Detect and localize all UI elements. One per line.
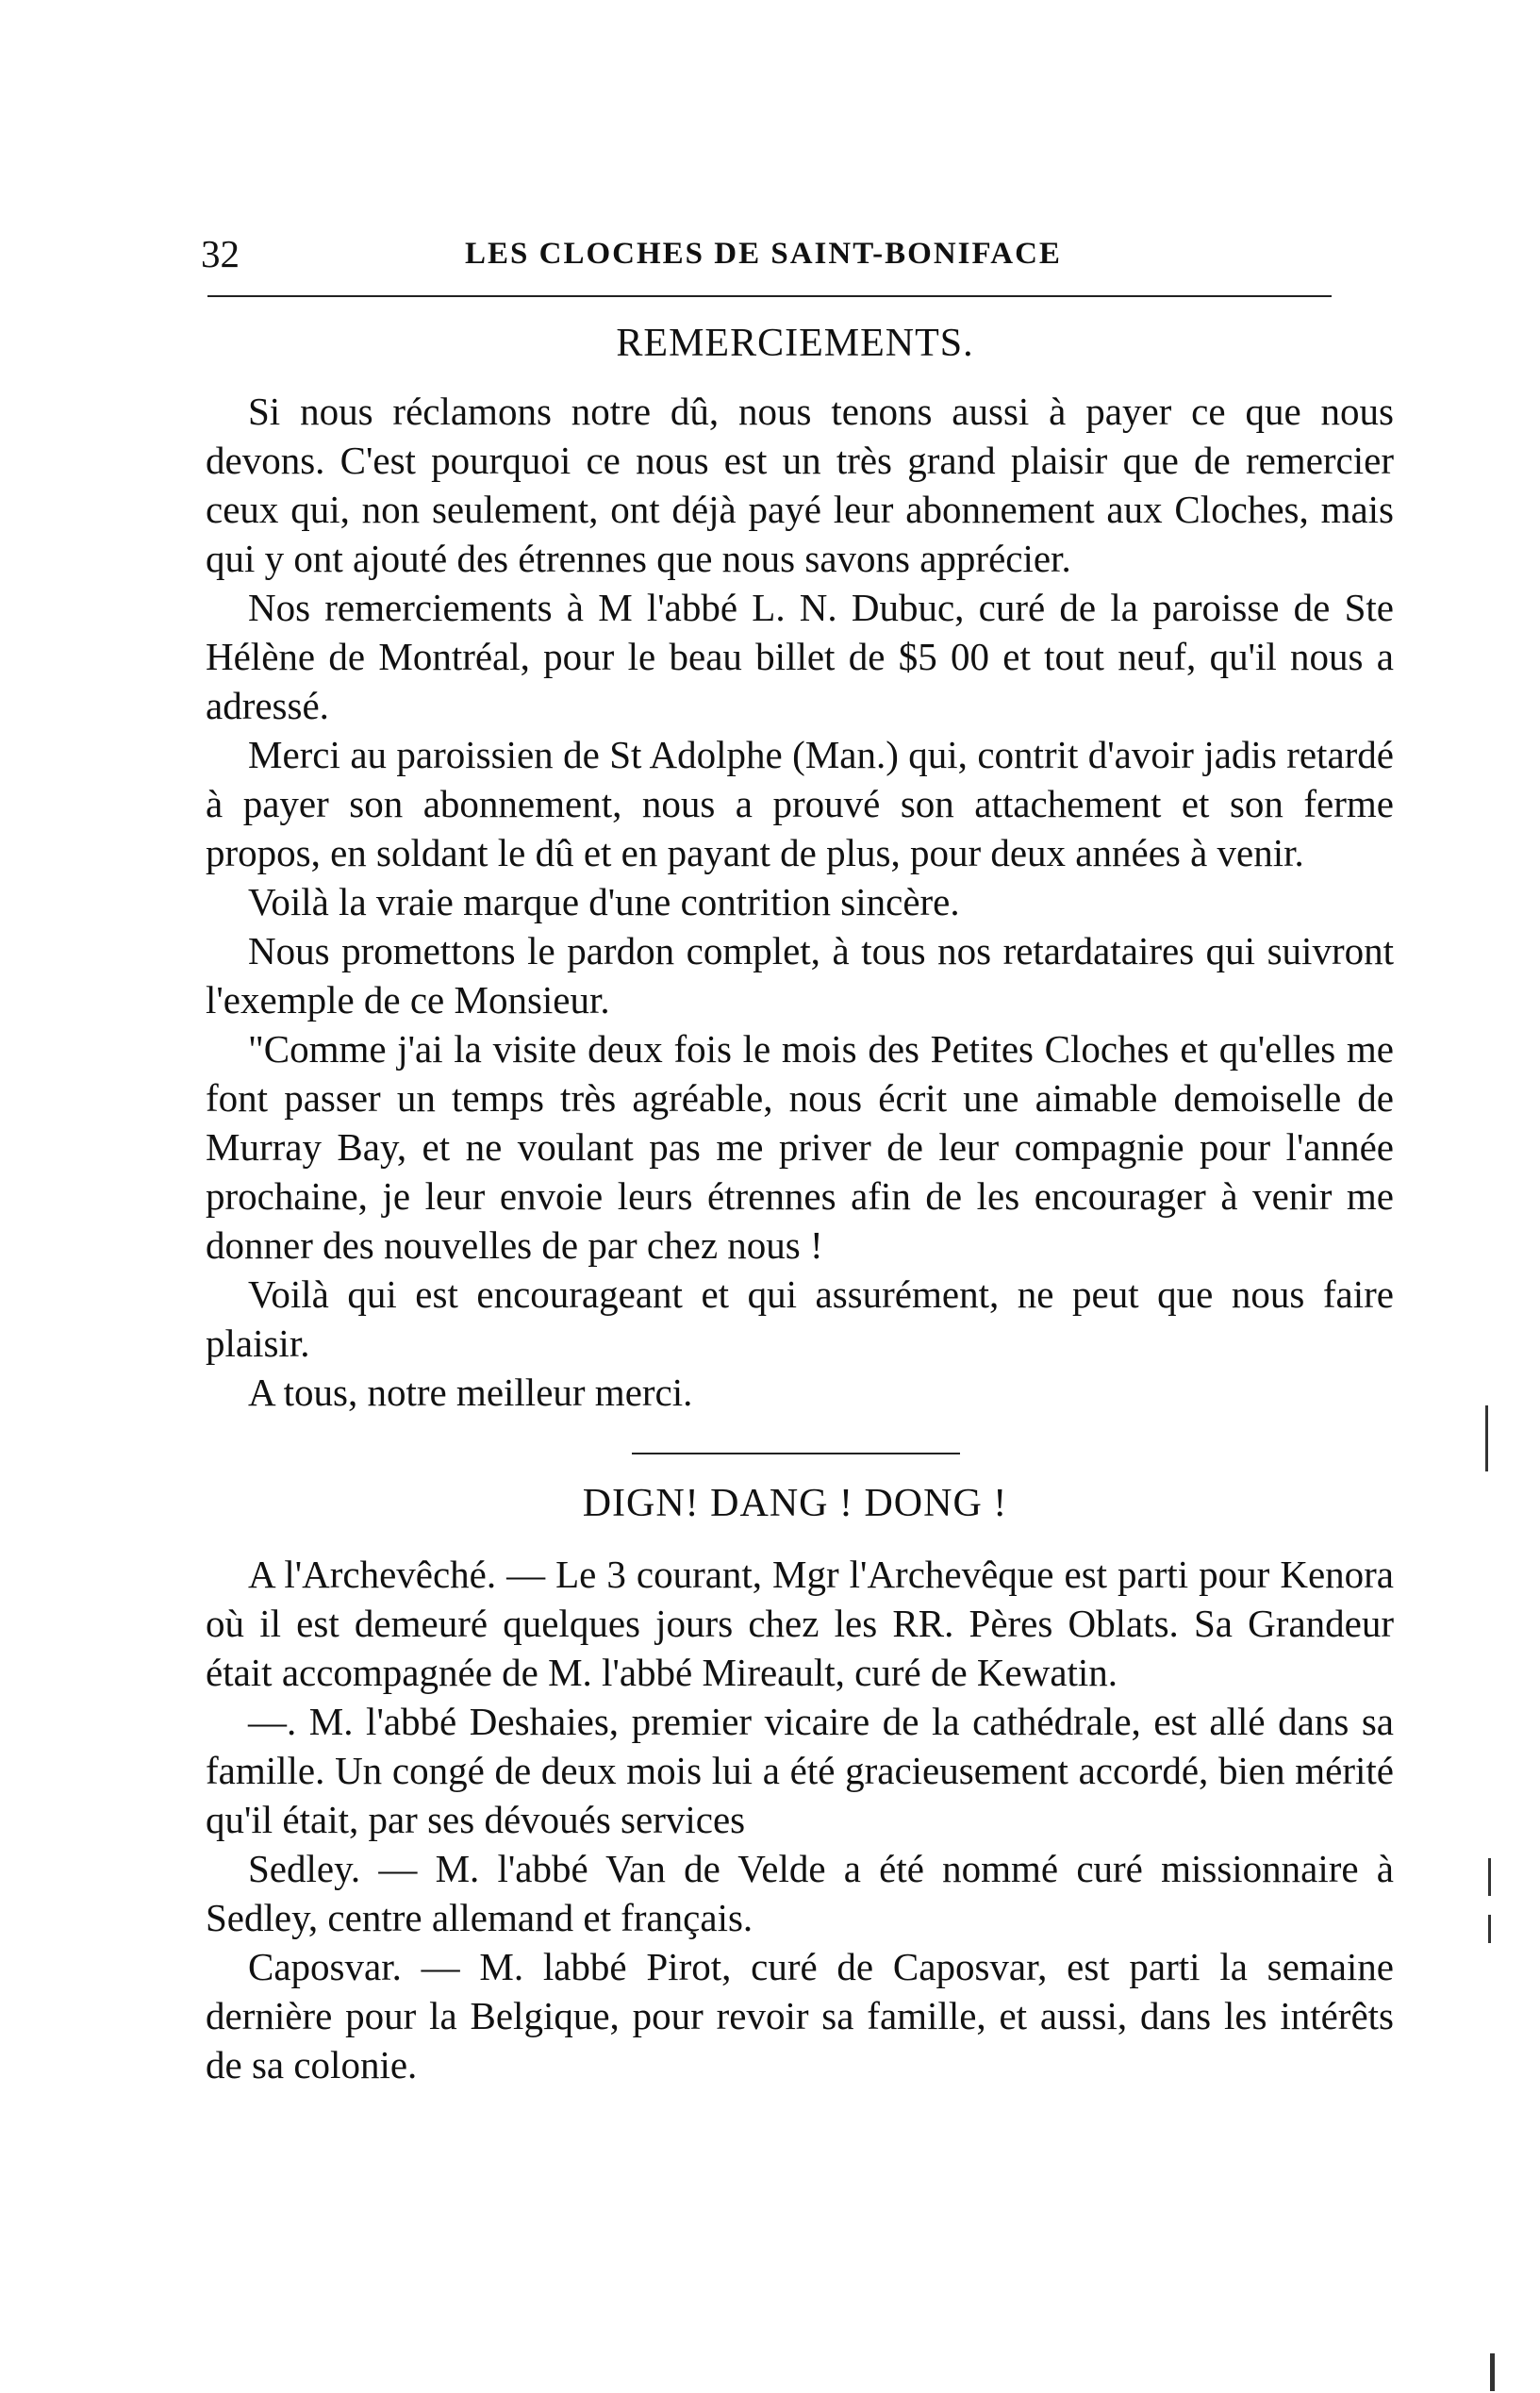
- paragraph: Merci au paroissien de St Adolphe (Man.) qui, contrit d'avoir jadis retardé à payer son abonnement, nous a prouvé son attachement et son ferme propos, en soldant le dû et en payant de plus, pour deux années à venir.: [206, 733, 1394, 874]
- section-body-dign-dang-dong: [206, 1550, 1394, 2089]
- paragraph: Voilà la vraie marque d'une contrition sincère.: [248, 880, 960, 923]
- paragraph: Si nous réclamons notre dû, nous tenons aussi à payer ce que nous devons. C'est pourquoi ce nous est un très grand plaisir que de remercier ceux qui, non seulement, ont déjà payé leur abonnement aux Cloches, mais qui y ont ajouté des étrennes que nous savons apprécier.: [206, 390, 1394, 580]
- paragraph: Nous promettons le pardon complet, à tous nos retardataires qui suivront l'exemple de ce Monsieur.: [206, 929, 1394, 1022]
- section-title-remerciements: REMERCIEMENTS.: [616, 322, 974, 365]
- paragraph: A l'Archevêché. — Le 3 courant, Mgr l'Archevêque est parti pour Kenora où il est demeuré quelques jours chez les RR. Pères Oblats. Sa Grandeur était accompagnée de M. l'abbé Mireault, curé de Kewatin.: [206, 1553, 1394, 1694]
- page-number: 32: [201, 232, 240, 275]
- paragraph: —. M. l'abbé Deshaies, premier vicaire de la cathédrale, est allé dans sa famille. Un congé de deux mois lui a été gracieusement accordé, bien mérité qu'il était, par ses dévoués services: [206, 1700, 1394, 1841]
- paragraph: A tous, notre meilleur merci.: [248, 1371, 693, 1414]
- running-title: LES CLOCHES DE SAINT-BONIFACE: [465, 237, 1062, 271]
- paragraph: Sedley. — M. l'abbé Van de Velde a été nommé curé missionnaire à Sedley, centre allemand et français.: [206, 1847, 1394, 1939]
- paragraph: Caposvar. — M. labbé Pirot, curé de Caposvar, est parti la semaine dernière pour la Belgique, pour revoir sa famille, et aussi, dans les intérêts de sa colonie.: [206, 1945, 1394, 2086]
- paragraph: Voilà qui est encourageant et qui assurément, ne peut que nous faire plaisir.: [206, 1272, 1394, 1365]
- paragraph: Nos remerciements à M l'abbé L. N. Dubuc, curé de la paroisse de Ste Hélène de Montréal, pour le beau billet de $5 00 et tout neuf, qu'il nous a adressé.: [206, 586, 1394, 727]
- section-body-remerciements: [206, 387, 1394, 1417]
- section-title-dign-dang-dong: DIGN! DANG ! DONG !: [582, 1482, 1008, 1525]
- paragraph: "Comme j'ai la visite deux fois le mois des Petites Cloches et qu'elles me font passer un temps très agréable, nous écrit une aimable demoiselle de Murray Bay, et ne voulant pas me priver de leur compagnie pour l'année prochaine, je leur envoie leurs étrennes afin de les encourager à venir me donner des nouvelles de par chez nous !: [206, 1027, 1394, 1267]
- section-divider: [632, 1453, 960, 1454]
- header-rule: [207, 295, 1332, 297]
- page-header: [201, 231, 1333, 288]
